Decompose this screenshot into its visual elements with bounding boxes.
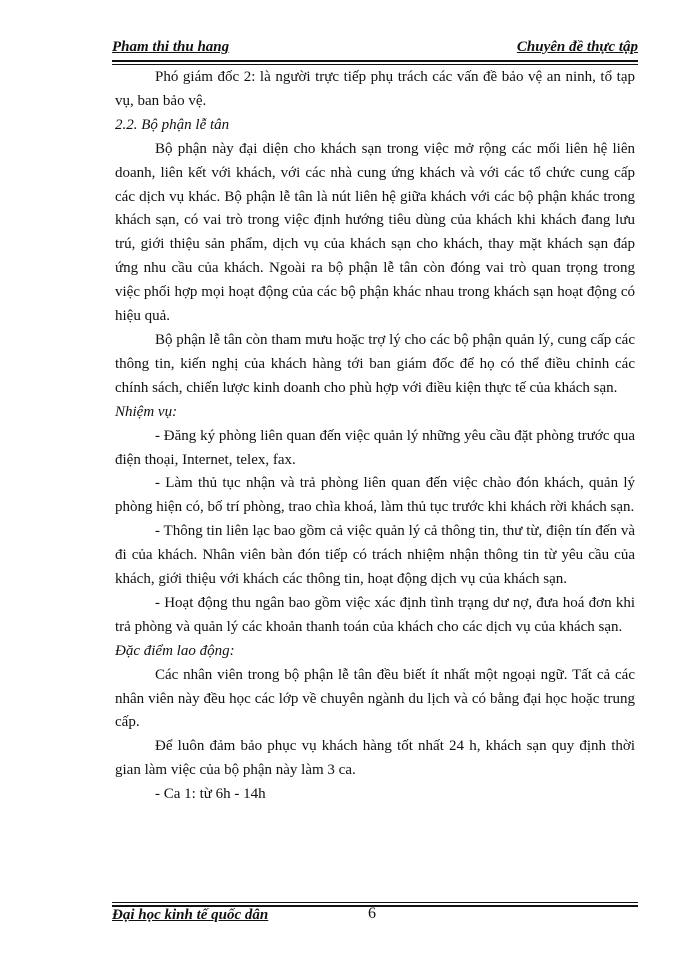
subheading-labor-characteristics: Đặc điểm lao động:: [115, 642, 235, 659]
header-author: Pham thi thu hang: [112, 39, 230, 55]
duty-room-booking: - Đăng ký phòng liên quan đến việc quản lý những yêu cầu đặt phòng trước qua điện thoại, Internet, telex, fax.: [115, 427, 635, 468]
shift-1: - Ca 1: từ 6h - 14h: [155, 786, 266, 803]
subheading-duties: Nhiệm vụ:: [115, 403, 178, 420]
footer-rule-thin: [112, 902, 638, 903]
header-rule-thick: [112, 60, 638, 62]
section-heading-reception: 2.2. Bộ phận lễ tân: [115, 116, 230, 133]
paragraph-reception-role: Bộ phận này đại diện cho khách sạn trong việc mở rộng các mối liên hệ liên doanh, liên kết với khách, với các nhà cung ứng khách và với các tổ chức cung cấp các dịch vụ khác. Bộ phận lễ tân là nút liên hệ giữa khách với các bộ phận khác trong khách sạn, có vai trò trong việc định hướng tiêu dùng của khách khi khách đang lưu trú, giới thiệu sản phẩm, dịch vụ của khách sạn cho khách, thay mặt khách sạn đáp ứng nhu cầu của khách. Ngoài ra bộ phận lễ tân còn đóng vai trò quan trọng trong việc phối hợp mọi hoạt động của các bộ phận khác nhau trong khách sạn hoạt động có hiệu quả.: [115, 140, 635, 325]
paragraph-staff-skills: Các nhân viên trong bộ phận lễ tân đều biết ít nhất một ngoại ngữ. Tất cả các nhân viên này đều học các lớp về chuyên ngành du lịch và có bằng đại học hoặc trung cấp.: [115, 666, 635, 731]
duty-communication: - Thông tin liên lạc bao gồm cả việc quản lý cả thông tin, thư từ, điện tín đến và đi của khách. Nhân viên bàn đón tiếp có trách nhiệm nhận thông tin từ yêu cầu của khách, giới thiệu với khách các thông tin, hoạt động dịch vụ của khách sạn.: [115, 523, 635, 588]
header-rule-thin: [112, 64, 638, 65]
page-footer: [112, 905, 638, 927]
duty-cashier: - Hoạt động thu ngân bao gồm việc xác định tình trạng dư nợ, đưa hoá đơn khi trả phòng và quản lý các khoản thanh toán của khách cho các dịch vụ của khách sạn.: [115, 594, 635, 635]
footer-university: Đại học kinh tế quốc dân: [112, 907, 269, 923]
duty-check-in-out: - Làm thủ tục nhận và trả phòng liên quan đến việc chào đón khách, quản lý phòng hiện có, bố trí phòng, trao chìa khoá, làm thủ tục trước khi khách rời khách sạn.: [115, 475, 635, 516]
paragraph-vice-director: Phó giám đốc 2: là người trực tiếp phụ trách các vấn đề bảo vệ an ninh, tổ tạp vụ, ban bảo vệ.: [115, 69, 635, 109]
page-header: [112, 38, 638, 60]
page-number: 6: [368, 905, 376, 922]
paragraph-reception-advisory: Bộ phận lễ tân còn tham mưu hoặc trợ lý cho các bộ phận quản lý, cung cấp các thông tin, kiến nghị của khách hàng tới ban giám đốc để họ có thể điều chỉnh các chính sách, chiến lược kinh doanh cho phù hợp với điều kiện thực tế của khách sạn.: [115, 331, 635, 396]
paragraph-shifts: Để luôn đảm bảo phục vụ khách hàng tốt nhất 24 h, khách sạn quy định thời gian làm việc của bộ phận này làm 3 ca.: [115, 738, 635, 779]
page-body: [115, 66, 635, 807]
header-title: Chuyên đề thực tập: [516, 39, 638, 55]
